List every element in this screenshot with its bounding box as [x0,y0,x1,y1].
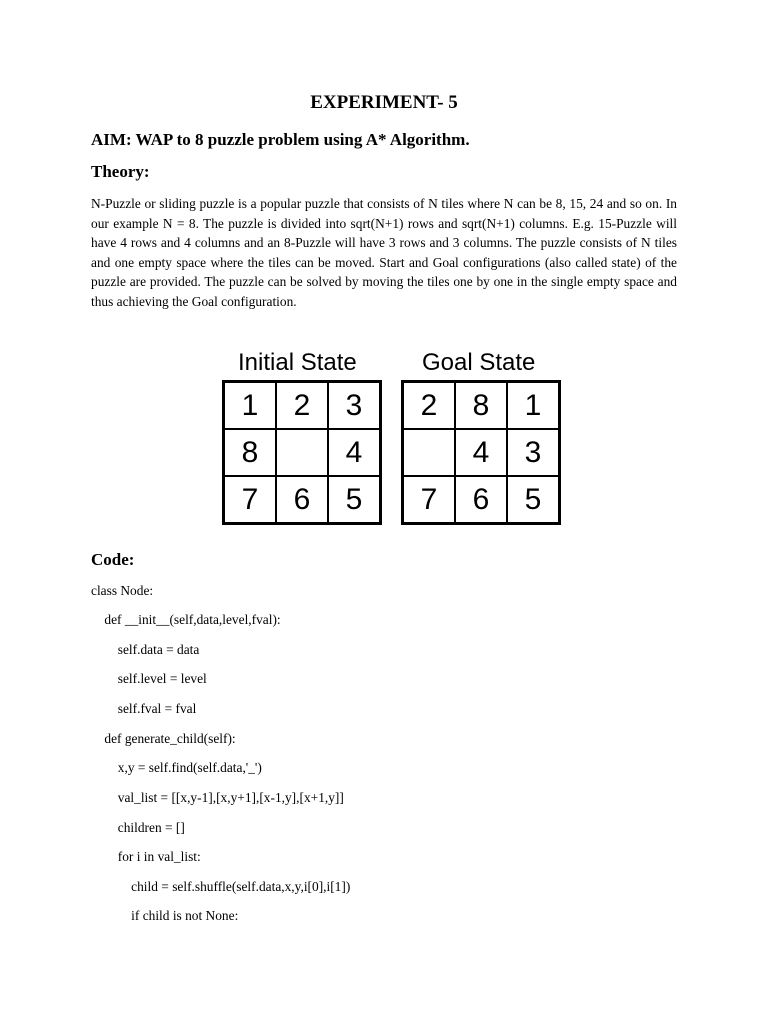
goal-cell: 1 [507,382,559,429]
goal-cell: 4 [455,429,507,476]
goal-cell [403,429,455,476]
code-line: self.data = data [91,642,200,657]
initial-cell: 7 [224,476,276,523]
goal-cell: 5 [507,476,559,523]
goal-state-label: Goal State [422,349,536,376]
code-line: def __init__(self,data,level,fval): [91,612,281,627]
goal-cell: 3 [507,429,559,476]
code-heading: Code: [91,550,135,569]
code-line: self.fval = fval [91,701,197,716]
code-line: if child is not None: [91,908,239,923]
code-line: child = self.shuffle(self.data,x,y,i[0],i[1]) [91,879,351,894]
code-line: children = [] [91,820,185,835]
code-line: for i in val_list: [91,849,201,864]
theory-paragraph: N-Puzzle or sliding puzzle is a popular puzzle that consists of N tiles where N can be 8, 15, 24 and so on. In our example N = 8. The puzzle is divided into sqrt(N+1) rows and sqrt(N+1) columns. E.g. 15-Puzzle will have 4 rows and 4 columns and an 8-Puzzle will have 3 rows and 3 columns. The puzzle consists of N tiles and one empty space where the tiles can be moved. Start and Goal configurations (also called state) of the puzzle are provided. The puzzle can be solved by moving the tiles one by one in the single empty space and thus achieving the Goal configuration. [91,196,677,309]
aim-statement: AIM: WAP to 8 puzzle problem using A* Algorithm. [91,130,470,149]
goal-cell: 7 [403,476,455,523]
initial-cell: 2 [276,382,328,429]
initial-state-grid [222,380,382,525]
code-line: val_list = [[x,y-1],[x,y+1],[x-1,y],[x+1,y]] [91,790,344,805]
code-line: self.level = level [91,671,207,686]
code-line: class Node: [91,583,154,598]
initial-cell: 3 [328,382,380,429]
initial-state-label: Initial State [238,349,357,376]
initial-cell [276,429,328,476]
code-line: x,y = self.find(self.data,'_') [91,760,262,775]
goal-state-grid [401,380,561,525]
code-line: def generate_child(self): [91,731,236,746]
initial-cell: 6 [276,476,328,523]
initial-cell: 5 [328,476,380,523]
goal-cell: 2 [403,382,455,429]
initial-cell: 4 [328,429,380,476]
goal-cell: 6 [455,476,507,523]
page-title: EXPERIMENT- 5 [310,92,458,113]
initial-cell: 1 [224,382,276,429]
theory-heading: Theory: [91,162,150,181]
initial-cell: 8 [224,429,276,476]
goal-cell: 8 [455,382,507,429]
